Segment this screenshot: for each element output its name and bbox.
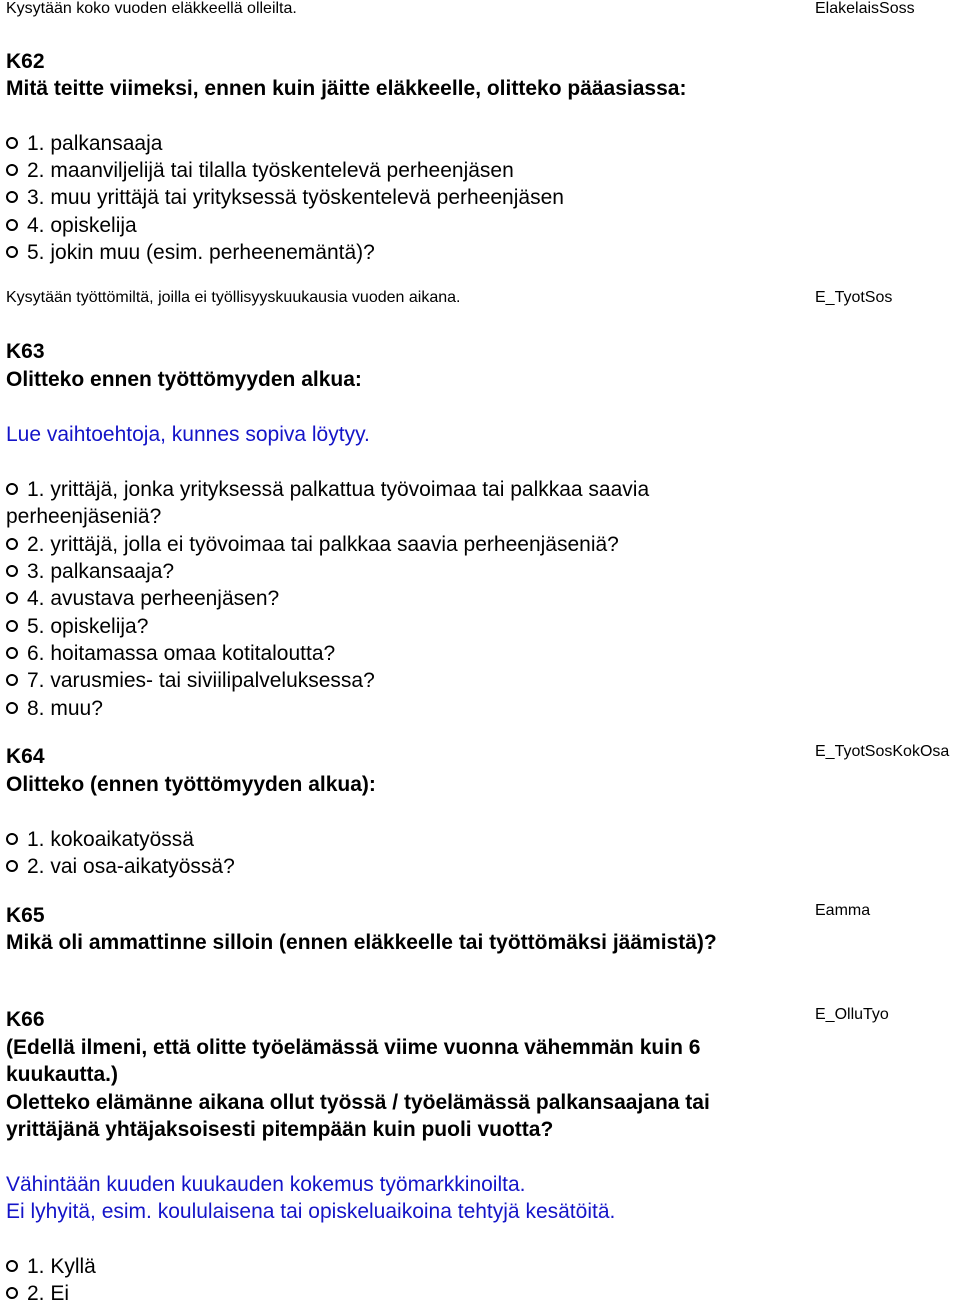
radio-button-icon[interactable] [6, 647, 18, 659]
option-label: 2. Ei [27, 1282, 70, 1305]
option-label-continuation: perheenjäseniä? [6, 505, 162, 528]
radio-button-icon[interactable] [6, 1260, 18, 1272]
question-code: K63 [6, 340, 45, 363]
radio-button-icon[interactable] [6, 483, 18, 495]
radio-button-icon[interactable] [6, 246, 18, 258]
question-text: (Edellä ilmeni, että olitte työelämässä viime vuonna vähemmän kuin 6 [6, 1036, 701, 1059]
option-label: 2. maanviljelijä tai tilalla työskentelevä perheenjäsen [27, 159, 514, 182]
variable-name: E_TyotSosKokOsa [815, 743, 950, 760]
interviewer-instruction: Ei lyhyitä, esim. koululaisena tai opiskeluaikoina tehtyjä kesätöitä. [6, 1200, 616, 1223]
option-label: 1. yrittäjä, jonka yrityksessä palkattua työvoimaa tai palkkaa saavia [27, 478, 650, 501]
answer-option[interactable] [6, 643, 335, 664]
question-text: Mitä teitte viimeksi, ennen kuin jäitte eläkkeelle, olitteko pääasiassa: [6, 77, 687, 100]
option-label: 5. jokin muu (esim. perheenemäntä)? [27, 241, 375, 264]
radio-button-icon[interactable] [6, 137, 18, 149]
option-label: 5. opiskelija? [27, 615, 149, 638]
radio-button-icon[interactable] [6, 620, 18, 632]
radio-button-icon[interactable] [6, 702, 18, 714]
radio-button-icon[interactable] [6, 833, 18, 845]
radio-button-icon[interactable] [6, 219, 18, 231]
option-label: 3. palkansaaja? [27, 560, 175, 583]
question-text: Oletteko elämänne aikana ollut työssä / työelämässä palkansaajana tai [6, 1091, 710, 1114]
option-label: 1. palkansaaja [27, 132, 163, 155]
question-text: yrittäjänä yhtäjaksoisesti pitempään kuin puoli vuotta? [6, 1118, 554, 1141]
answer-option[interactable] [6, 588, 279, 609]
radio-button-icon[interactable] [6, 191, 18, 203]
section-note: Kysytään työttömiltä, joilla ei työllisyyskuukausia vuoden aikana. [6, 289, 461, 306]
section-note: Kysytään koko vuoden eläkkeellä olleilta. [6, 0, 297, 17]
question-code: K64 [6, 745, 45, 768]
radio-button-icon[interactable] [6, 592, 18, 604]
option-label: 3. muu yrittäjä tai yrityksessä työskentelevä perheenjäsen [27, 186, 564, 209]
option-label: 2. yrittäjä, jolla ei työvoimaa tai palkkaa saavia perheenjäseniä? [27, 533, 619, 556]
question-text: Olitteko (ennen työttömyyden alkua): [6, 773, 376, 796]
interviewer-instruction: Vähintään kuuden kuukauden kokemus työmarkkinoilta. [6, 1173, 526, 1196]
radio-button-icon[interactable] [6, 164, 18, 176]
question-code: K62 [6, 50, 45, 73]
answer-option[interactable] [6, 829, 194, 850]
question-code: K65 [6, 904, 45, 927]
radio-button-icon[interactable] [6, 538, 18, 550]
option-label: 4. avustava perheenjäsen? [27, 587, 280, 610]
radio-button-icon[interactable] [6, 674, 18, 686]
question-text: kuukautta.) [6, 1063, 119, 1086]
option-label: 8. muu? [27, 697, 103, 720]
option-label: 4. opiskelija [27, 214, 137, 237]
radio-button-icon[interactable] [6, 1287, 18, 1299]
answer-option[interactable] [6, 856, 235, 877]
option-label: 6. hoitamassa omaa kotitaloutta? [27, 642, 336, 665]
variable-name: ElakelaisSoss [815, 0, 915, 17]
option-label: 7. varusmies- tai siviilipalveluksessa? [27, 669, 375, 692]
variable-name: E_OlluTyo [815, 1006, 889, 1023]
variable-name: E_TyotSos [815, 289, 893, 306]
answer-option[interactable] [6, 160, 514, 181]
answer-option[interactable] [6, 133, 162, 154]
option-label: 1. kokoaikatyössä [27, 828, 194, 851]
question-text: Mikä oli ammattinne silloin (ennen eläkkeelle tai työttömäksi jäämistä)? [6, 931, 717, 954]
answer-option[interactable] [6, 670, 375, 691]
answer-option[interactable] [6, 1256, 96, 1277]
answer-option[interactable] [6, 698, 103, 719]
question-code: K66 [6, 1008, 45, 1031]
answer-option[interactable] [6, 616, 148, 637]
answer-option[interactable] [6, 215, 137, 236]
answer-option[interactable] [6, 242, 375, 263]
variable-name: Eamma [815, 902, 871, 919]
radio-button-icon[interactable] [6, 860, 18, 872]
answer-option[interactable] [6, 1283, 69, 1304]
answer-option[interactable] [6, 187, 564, 208]
answer-option[interactable] [6, 534, 619, 555]
answer-option[interactable] [6, 479, 649, 500]
interviewer-instruction: Lue vaihtoehtoja, kunnes sopiva löytyy. [6, 423, 370, 446]
option-label: 2. vai osa-aikatyössä? [27, 855, 235, 878]
question-text: Olitteko ennen työttömyyden alkua: [6, 368, 362, 391]
option-label: 1. Kyllä [27, 1255, 96, 1278]
answer-option[interactable] [6, 561, 174, 582]
radio-button-icon[interactable] [6, 565, 18, 577]
